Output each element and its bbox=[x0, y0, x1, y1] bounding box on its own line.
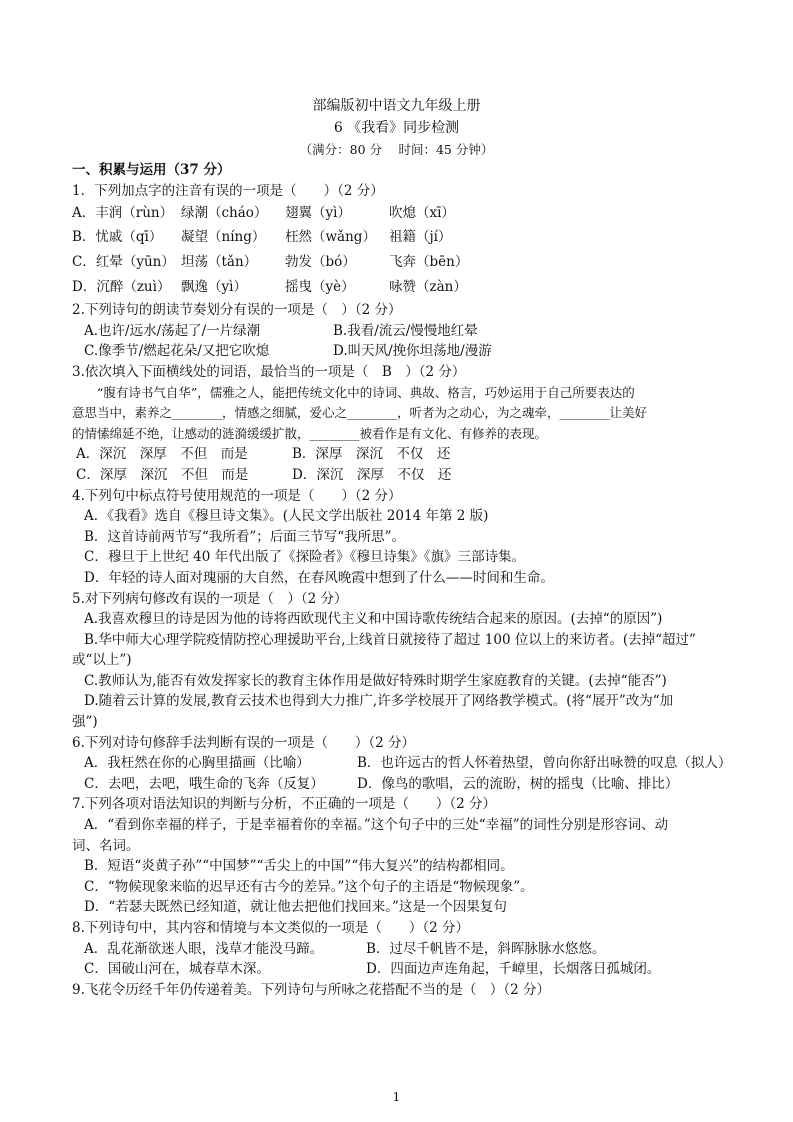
q6-option-row bbox=[72, 774, 726, 795]
q2-option-b: B.我看/流云/慢慢地红晕 bbox=[333, 322, 478, 339]
q7-stem: 7.下列各项对语法知识的判断与分析，不正确的一项是（ ）（2 分） bbox=[72, 796, 497, 813]
q1-stem: 1．下列加点字的注音有误的一项是（ ）（2 分） bbox=[72, 182, 384, 199]
q3-passage-line: 意思当中，素养之________，情感之细腻，爱心之________，听者为之动心，为之魂牵，________让美好 bbox=[72, 405, 648, 421]
q4-stem: 4.下列句中标点符号使用规范的一项是（ ）（2 分） bbox=[72, 487, 402, 504]
page-number: 1 bbox=[392, 1090, 401, 1104]
q1-option-row bbox=[72, 250, 726, 275]
q5-option-b: B.华中师大心理学院疫情防控心理援助平台,上线首日就接待了超过 100 位以上的来访者。(去掉“超过” bbox=[84, 631, 696, 648]
q3-option-row bbox=[72, 465, 726, 486]
q6-option-d: D．像鸟的歌唱，云的流盼，树的摇曳（比喻、排比） bbox=[357, 775, 679, 792]
q1-option-item: 绿潮（cháo） bbox=[181, 205, 268, 222]
q2-option-c: C.像季节/燃起花朵/又把它吹熄 bbox=[84, 343, 270, 360]
q2-option-d: D.叫天风/挽你坦荡地/漫游 bbox=[333, 343, 492, 360]
q5-option-a: A.我喜欢穆旦的诗是因为他的诗将西欧现代主义和中国诗歌传统结合起来的原因。(去掉“的原因”) bbox=[84, 611, 663, 628]
q8-option-a: A．乱花渐欲迷人眼，浅草才能没马蹄。 bbox=[84, 940, 324, 957]
q5-option-b-cont: 或“以上”) bbox=[72, 652, 132, 669]
q8-option-b: B．过尽千帆皆不是，斜晖脉脉水悠悠。 bbox=[366, 940, 606, 957]
q3-option-b: B．深厚 深沉 不仅 还 bbox=[292, 446, 451, 463]
q1-option-item: 摇曳（yè） bbox=[285, 279, 355, 296]
q8-stem: 8.下列诗句中，其内容和情境与本文类似的一项是（ ）（2 分） bbox=[72, 920, 470, 936]
q4-option-a: A．《我看》选自《穆旦诗文集》。(人民文学出版社 2014 年第 2 版) bbox=[84, 508, 489, 525]
q1-option-item: C．红晕（yūn） bbox=[72, 254, 175, 271]
q3-option-c: C．深厚 深沉 不但 而是 bbox=[76, 466, 249, 483]
q7-option-c: C．“物候现象来临的迟早还有古今的差异。”这个句子的主语是“物候现象”。 bbox=[84, 878, 534, 895]
q6-option-row bbox=[72, 753, 732, 774]
q2-option-row bbox=[72, 321, 726, 342]
q8-option-row bbox=[72, 939, 726, 960]
q3-stem: 3.依次填入下面横线处的词语，最恰当的一项是（ B ）（2 分） bbox=[72, 363, 466, 380]
q9-stem: 9.飞花令历经千年仍传递着美。下列诗句与所咏之花搭配不当的是（ ）（2 分） bbox=[72, 981, 551, 998]
q1-option-item: D．沉醉（zuì） bbox=[72, 279, 171, 296]
q4-option-d: D．年轻的诗人面对瑰丽的大自然，在春风晚霞中想到了什么——时间和生命。 bbox=[84, 569, 554, 586]
q7-option-b: B．短语“炎黄子孙”“中国梦”“舌尖上的中国”“伟大复兴”的结构都相同。 bbox=[84, 858, 514, 875]
q1-option-row bbox=[72, 275, 726, 300]
q1-option-item: B．忧戚（qī） bbox=[72, 229, 163, 246]
q2-stem: 2.下列诗句的朗读节奏划分有误的一项是（ ）（2 分） bbox=[72, 302, 402, 319]
q1-option-item: 咏赞（zàn） bbox=[389, 279, 467, 296]
q1-option-item: A．丰润（rùn） bbox=[72, 205, 174, 222]
q8-option-c: C．国破山河在，城春草木深。 bbox=[84, 961, 270, 978]
q2-option-row bbox=[72, 341, 726, 362]
exam-content bbox=[72, 160, 732, 1000]
q1-option-row bbox=[72, 225, 726, 250]
q1-option-item: 勃发（bó） bbox=[285, 254, 356, 271]
q1-option-item: 祖籍（jí） bbox=[389, 229, 452, 246]
q2-option-a: A.也许/远水/荡起了/一片绿潮 bbox=[84, 322, 261, 339]
q3-option-d: D．深沉 深厚 不仅 还 bbox=[292, 466, 452, 483]
q5-option-d-cont: 强”) bbox=[72, 714, 98, 731]
q1-option-item: 飘逸（yì） bbox=[181, 279, 247, 296]
q7-option-d: D．“若瑟夫既然已经知道，就让他去把他们找回来。”这是一个因果复句 bbox=[84, 899, 507, 916]
q4-option-c: C．穆旦于上世纪 40 年代出版了《探险者》《穆旦诗集》《旗》三部诗集。 bbox=[84, 549, 526, 566]
q8-option-d: D．四面边声连角起，千嶂里，长烟落日孤城闭。 bbox=[366, 961, 661, 978]
q4-option-b: B．这首诗前两节写“我所看”；后面三节写“我所思”。 bbox=[84, 528, 406, 545]
document-subtitle: 6 《我看》同步检测 bbox=[333, 120, 460, 136]
q1-option-row bbox=[72, 201, 726, 225]
score-time-info: （满分：80 分 时间：45 分钟） bbox=[299, 142, 494, 157]
section-heading: 一、积累与运用（37 分） bbox=[72, 162, 231, 178]
q5-stem: 5.对下列病句修改有误的一项是（ ）（2 分） bbox=[72, 590, 348, 607]
q7-option-a-cont: 词、名词。 bbox=[72, 837, 140, 854]
q1-option-item: 翅翼（yì） bbox=[285, 205, 351, 222]
q3-passage-line: 的情愫绵延不绝，让感动的涟漪缓缓扩散，________被看作是有文化、有修养的表现。 bbox=[72, 425, 548, 441]
q3-passage-line: “腹有诗书气自华”，儒雅之人，能把传统文化中的诗词、典故、格言，巧妙运用于自己所要表达的 bbox=[72, 384, 635, 400]
q5-option-d: D.随着云计算的发展,教育云技术也得到大力推广,许多学校展开了网络教学模式。(将“展开”改为“加 bbox=[84, 693, 674, 710]
q5-option-c: C.教师认为,能否有效发挥家长的教育主体作用是做好特殊时期学生家庭教育的关键。(去掉“能否”) bbox=[84, 672, 667, 689]
q6-option-b: B．也许远古的哲人怀着热望，曾向你舒出咏赞的叹息（拟人） bbox=[357, 755, 732, 772]
q6-stem: 6.下列对诗句修辞手法判断有误的一项是（ ）（2 分） bbox=[72, 734, 416, 751]
q1-option-item: 枉然（wǎng） bbox=[285, 229, 376, 246]
q3-option-a: A．深沉 深厚 不但 而是 bbox=[76, 446, 248, 463]
q1-option-item: 飞奔（bēn） bbox=[389, 254, 469, 271]
q6-option-a: A．我枉然在你的心胸里描画（比喻） bbox=[84, 755, 310, 772]
document-title: 部编版初中语文九年级上册 bbox=[312, 98, 481, 114]
q6-option-c: C．去吧，去吧，哦生命的飞奔（反复） bbox=[84, 775, 324, 792]
q1-option-item: 凝望（níng） bbox=[181, 229, 266, 246]
q7-option-a: A．“看到你幸福的样子，于是幸福着你的幸福。”这个句子中的三处“幸福”的词性分别是形容词、动 bbox=[84, 817, 669, 834]
q8-option-row bbox=[72, 959, 726, 980]
q1-option-item: 坦荡（tǎn） bbox=[181, 254, 258, 271]
q1-option-item: 吹熄（xī） bbox=[389, 205, 455, 222]
q3-option-row bbox=[72, 444, 726, 465]
